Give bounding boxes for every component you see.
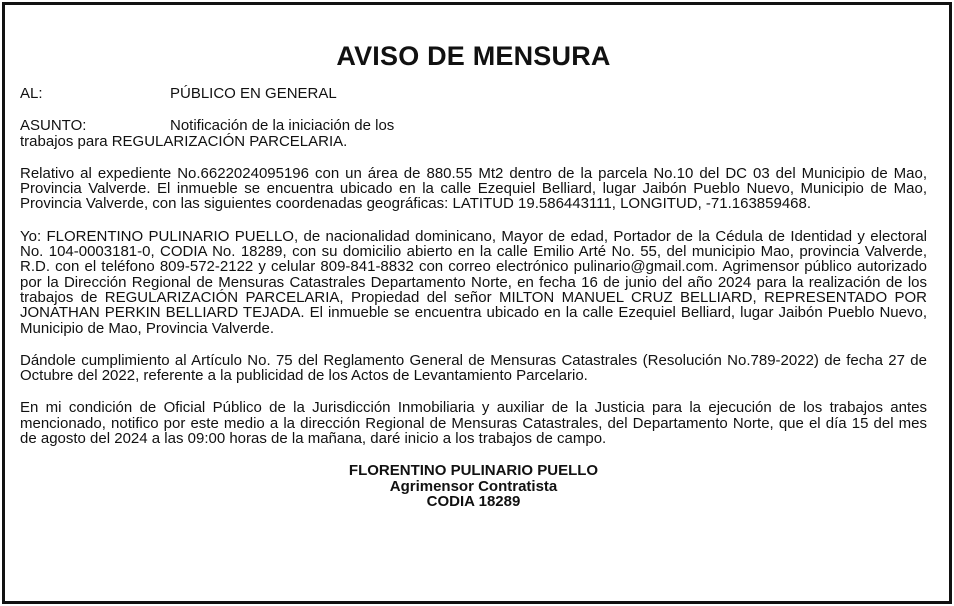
signatory-role: Agrimensor Contratista xyxy=(389,477,558,495)
signatory-name: FLORENTINO PULINARIO PUELLO xyxy=(348,462,599,480)
paragraph-expediente: Relativo al expediente No.6622024095196 con un área de 880.55 Mt2 dentro de la parcela No.10 del DC 03 del Municipio de Mao, Provincia Valverde. El inmueble se encuentra ubicado en la calle Ezequiel Belliard, lugar Jaibón Pueblo Nuevo, Municipio de Mao, Provincia Valverde, con las siguientes coordenadas geográficas: LATITUD 19.586443111, LONGITUD, -71.163859468. xyxy=(20,164,927,213)
paragraph-legal-basis: Dándole cumplimiento al Artículo No. 75 del Reglamento General de Mensuras Catastrales (Resolución No.789-2022) de fecha 27 de Octubre del 2022, referente a la publicidad de los Actos de Levantamiento Parcelario. xyxy=(20,351,927,385)
subject-label: ASUNTO: xyxy=(20,117,87,135)
notice-title: AVISO DE MENSURA xyxy=(336,41,611,71)
subject-row xyxy=(20,118,927,133)
recipient-value: PÚBLICO EN GENERAL xyxy=(170,85,337,102)
subject-value: Notificación de la iniciación de los xyxy=(170,117,395,135)
signatory-codia: CODIA 18289 xyxy=(426,492,521,510)
notice-document xyxy=(20,40,927,509)
subject-continuation: trabajos para REGULARIZACIÓN PARCELARIA. xyxy=(20,132,348,150)
recipient-row xyxy=(20,86,927,101)
paragraph-declaration: Yo: FLORENTINO PULINARIO PUELLO, de nacionalidad dominicano, Mayor de edad, Portador de la Cédula de Identidad y electoral No. 104-0003181-0, CODIA No. 18289, con su domicilio abierto en la calle Emilio Arté No. 55, del municipio Mao, provincia Valverde, R.D. con el teléfono 809-572-2122 y celular 809-841-8832 con correo electrónico pulinario@gmail.com. Agrimensor público autorizado por la Dirección Regional de Mensuras Catastrales Departamento Norte, en fecha 16 de junio del año 2024 para la realización de los trabajos de REGULARIZACIÓN PARCELARIA, Propiedad del señor MILTON MANUEL CRUZ BELLIARD, REPRESENTADO POR JONATHAN PERKIN BELLIARD TEJADA. El inmueble se encuentra ubicado en la calle Ezequiel Belliard, lugar Jaibón Pueblo Nuevo, Municipio de Mao, Provincia Valverde. xyxy=(20,227,927,337)
signature-block xyxy=(20,463,927,509)
recipient-label: AL: xyxy=(20,85,43,102)
paragraph-notification: En mi condición de Oficial Público de la Jurisdicción Inmobiliaria y auxiliar de la Justicia para la ejecución de los trabajos antes mencionado, notifico por este medio a la dirección Regional de Mensuras Catastrales, del Departamento Norte, que el día 15 del mes de agosto del 2024 a las 09:00 horas de la mañana, daré inicio a los trabajos de campo. xyxy=(20,399,927,448)
